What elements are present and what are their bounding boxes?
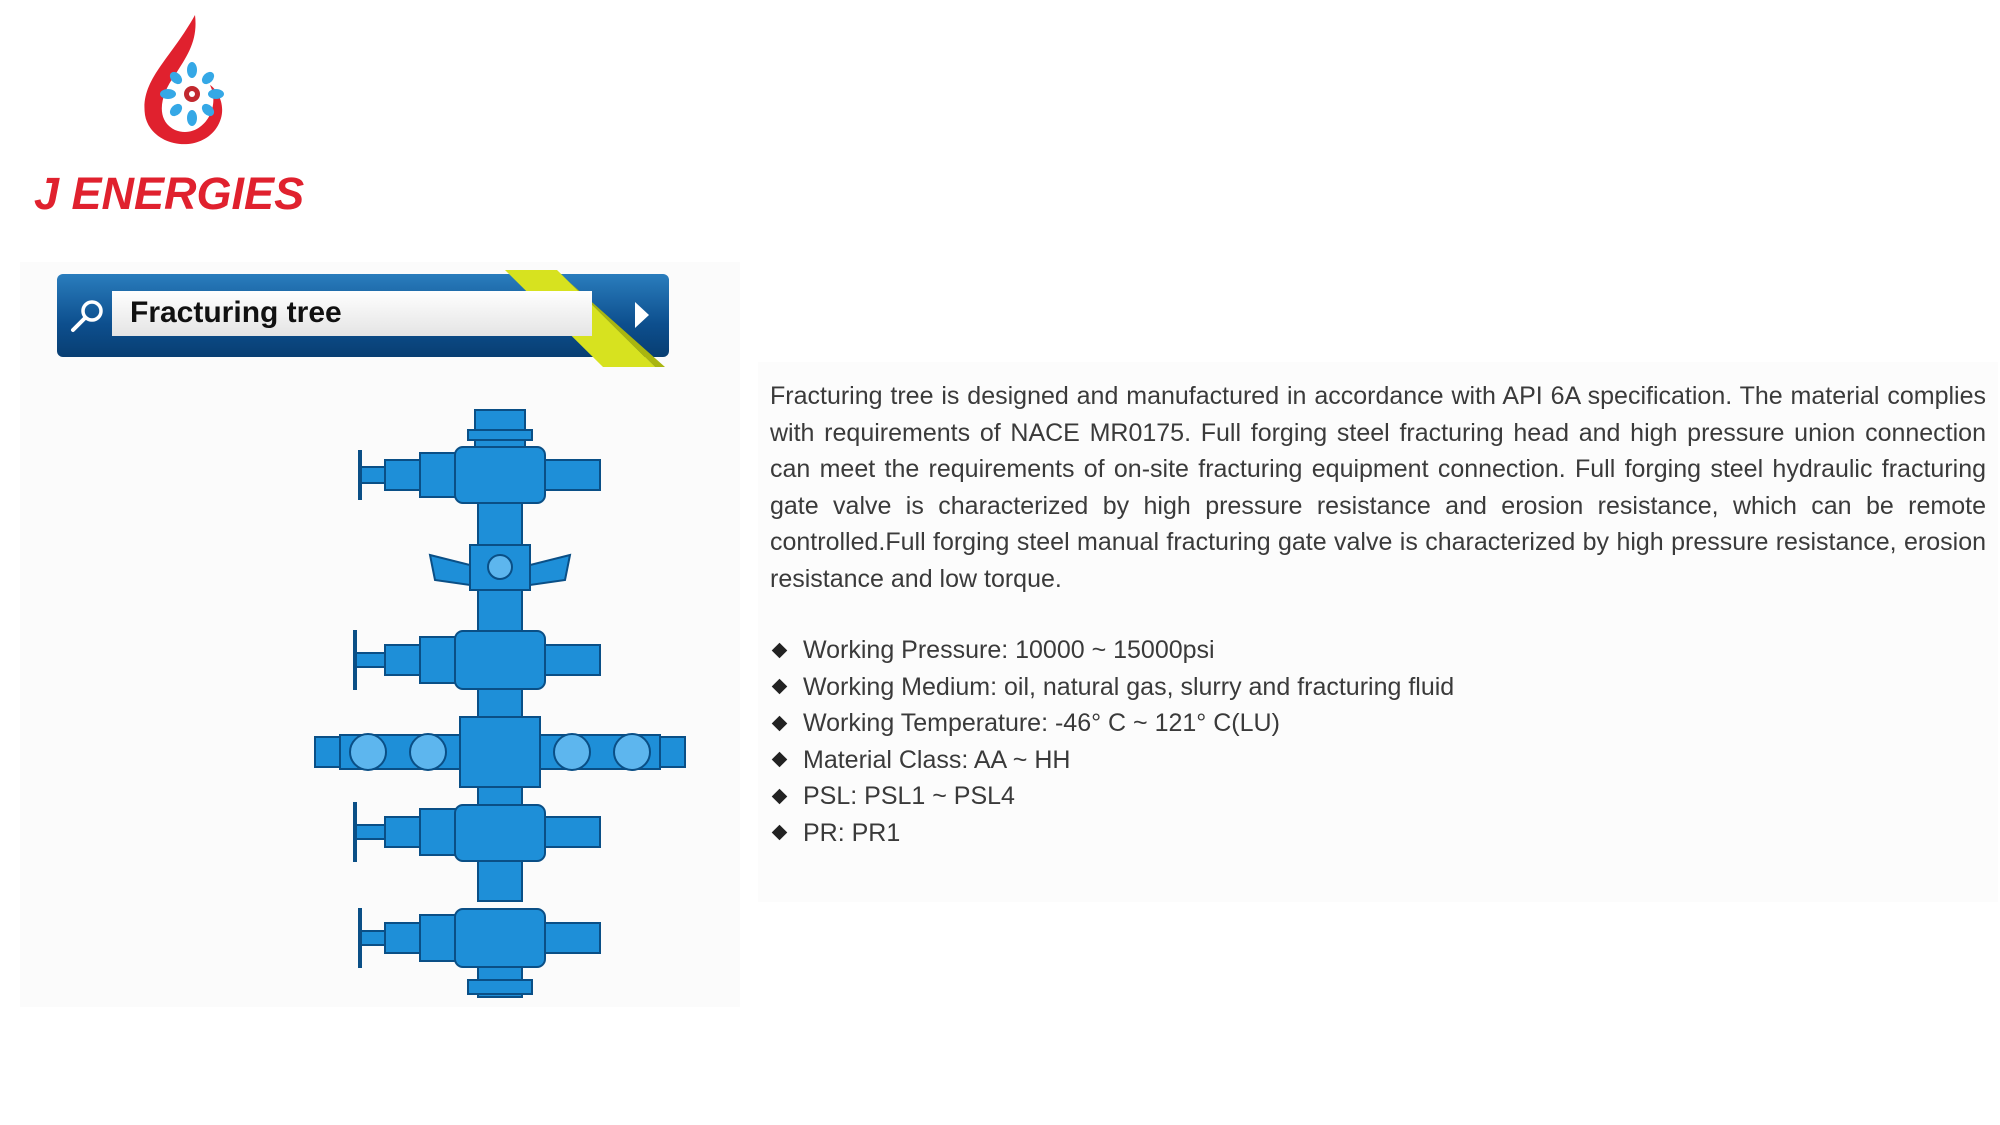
spec-item bbox=[770, 705, 1454, 742]
company-logo bbox=[30, 10, 305, 220]
spec-text: Working Temperature: -46° C ~ 121° C(LU) bbox=[803, 709, 1280, 737]
spec-item bbox=[770, 815, 1454, 852]
fracturing-tree-illustration bbox=[310, 405, 710, 1005]
search-icon bbox=[68, 296, 108, 336]
spec-text: Material Class: AA ~ HH bbox=[803, 745, 1071, 774]
bullet-icon bbox=[772, 788, 788, 804]
spec-item bbox=[770, 632, 1454, 669]
bullet-icon bbox=[772, 642, 788, 658]
bullet-icon bbox=[772, 715, 788, 731]
spec-text: Working Pressure: 10000 ~ 15000psi bbox=[803, 636, 1215, 664]
product-description: Fracturing tree is designed and manufactured in accordance with API 6A specification. The material complies with requirements of NACE MR0175. Full forging steel fracturing head and high pressure union connection can meet the requirements of on-site fracturing equipment connection. Full forging steel hydraulic fracturing gate valve is characterized by high pressure resistance and erosion resistance, which can be remote controlled.Full forging steel manual fracturing gate valve is characterized by high pressure resistance, erosion resistance and low torque. bbox=[770, 382, 1986, 593]
logo-wordmark: J ENERGIES bbox=[34, 168, 305, 219]
spec-item bbox=[770, 778, 1454, 815]
bullet-icon bbox=[772, 825, 788, 841]
spec-list bbox=[770, 632, 1454, 851]
spec-text: Working Medium: oil, natural gas, slurry and fracturing fluid bbox=[803, 672, 1455, 701]
logo-drop-icon bbox=[100, 10, 250, 160]
spec-text: PR: PR1 bbox=[803, 818, 901, 847]
bullet-icon bbox=[772, 679, 788, 695]
spec-text: PSL: PSL1 ~ PSL4 bbox=[803, 782, 1015, 810]
bullet-icon bbox=[772, 752, 788, 768]
spec-item bbox=[770, 669, 1454, 706]
arrow-right-icon bbox=[632, 300, 652, 330]
section-title: Fracturing tree bbox=[130, 296, 342, 329]
spec-item bbox=[770, 742, 1454, 779]
